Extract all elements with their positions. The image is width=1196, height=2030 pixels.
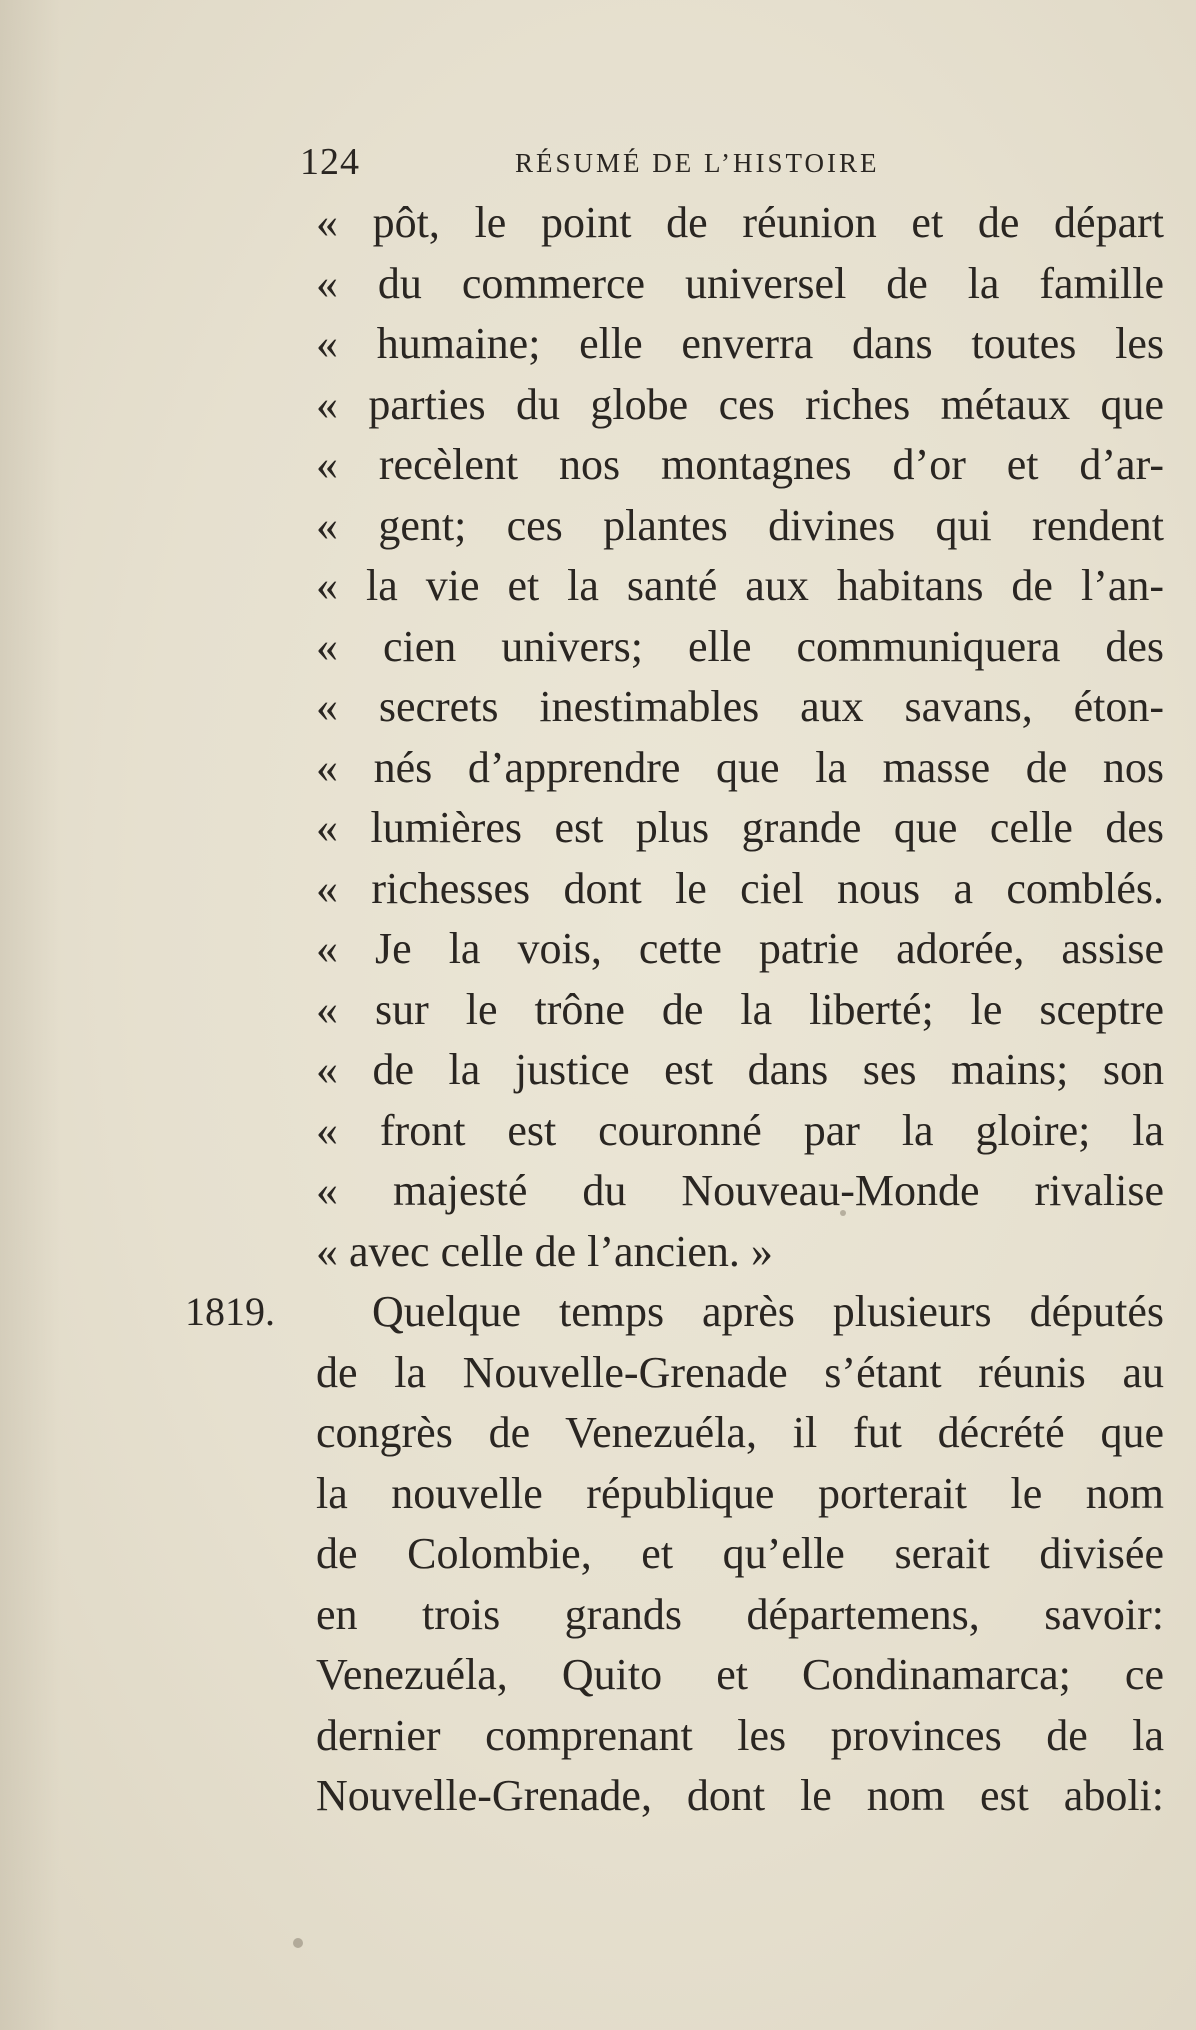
paper-speck [293,1938,303,1948]
paragraph-line: en trois grands départemens, savoir: [316,1589,1164,1639]
paragraph-1819 [0,1282,1196,1827]
quoted-passage [0,193,1196,1282]
paper-speck [840,1210,846,1216]
quote-line: « pôt, le point de réunion et de départ [316,198,1164,247]
paragraph-line: la nouvelle république porterait le nom [316,1468,1164,1518]
quote-line: « parties du globe ces riches métaux que [316,379,1164,429]
running-head: RÉSUMÉ DE L’HISTOIRE [515,148,880,178]
quote-line: « recèlent nos montagnes d’or et d’ar- [316,440,1164,489]
page-header [300,140,1000,190]
quote-line: « de la justice est dans ses mains; son [316,1045,1164,1094]
quote-line: « la vie et la santé aux habitans de l’an- [316,561,1164,610]
quote-line: « gent; ces plantes divines qui rendent [316,500,1164,550]
quote-line: « Je la vois, cette patrie adorée, assise [316,924,1164,973]
paragraph-line: congrès de Venezuéla, il fut décrété que [316,1408,1164,1457]
margin-year: 1819. [185,1289,275,1334]
quote-line: « cien univers; elle communiquera des [316,621,1164,671]
paragraph-line: Nouvelle-Grenade, dont le nom est aboli: [316,1771,1164,1820]
text-block [0,193,1196,1827]
quote-line: « nés d’apprendre que la masse de nos [316,742,1164,792]
quote-line: « avec celle de l’ancien. » [316,1226,773,1276]
paragraph-line: 1819. Quelque temps après plusieurs députés [0,1282,1196,1343]
quote-line: « richesses dont le ciel nous a comblés. [316,863,1164,913]
quote-line: « humaine; elle enverra dans toutes les [316,319,1164,368]
quote-line: « secrets inestimables aux savans, éton- [316,682,1164,731]
quote-line: « majesté du Nouveau-Monde rivalise [316,1166,1164,1215]
paragraph-line: de la Nouvelle-Grenade s’étant réunis au [316,1347,1164,1397]
quote-line: « front est couronné par la gloire; la [316,1105,1164,1155]
page-number: 124 [300,141,360,183]
quote-line: « du commerce universel de la famille [316,258,1164,308]
paragraph-line: de Colombie, et qu’elle serait divisée [316,1529,1164,1578]
quote-line: « lumières est plus grande que celle des [316,803,1164,852]
quote-line: « sur le trône de la liberté; le sceptre [316,984,1164,1034]
paragraph-line: dernier comprenant les provinces de la [316,1710,1164,1760]
paragraph-line: Venezuéla, Quito et Condinamarca; ce [316,1650,1164,1699]
